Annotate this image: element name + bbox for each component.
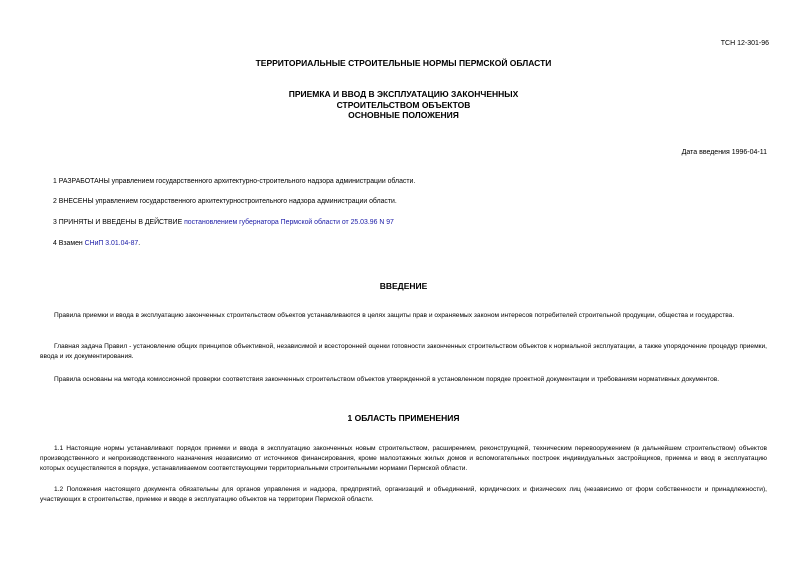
- scope-heading: 1 ОБЛАСТЬ ПРИМЕНЕНИЯ: [347, 413, 460, 423]
- document-code: ТСН 12-301-96: [720, 40, 769, 47]
- snip-link[interactable]: СНиП 3.01.04-87: [84, 240, 139, 247]
- document-title: ТЕРРИТОРИАЛЬНЫЕ СТРОИТЕЛЬНЫЕ НОРМЫ ПЕРМСКОЙ ОБЛАСТИ: [255, 58, 552, 68]
- item-adopted: [53, 219, 394, 226]
- subtitle-line: СТРОИТЕЛЬСТВОМ ОБЪЕКТОВ: [336, 99, 471, 110]
- intro-paragraph: Главная задача Правил - установление общих принципов объективной, независимой и всесторонней оценки готовности законченных строительством объектов к нормальной эксплуатации, а также упорядочение процедур приемки, ввода и их документирования.: [40, 343, 767, 360]
- item-developed: 1 РАЗРАБОТАНЫ управлением государственного архитектурно-строительного надзора администрации области.: [53, 178, 416, 185]
- intro-paragraph: Правила приемки и ввода в эксплуатацию законченных строительством объектов устанавливаются в целях защиты прав и охраняемых законом интересов потребителей строительной продукции, общества и государства.: [54, 312, 735, 319]
- item-replaces-suffix: .: [138, 240, 141, 247]
- decree-link[interactable]: постановлением губернатора Пермской области от 25.03.96 N 97: [184, 219, 394, 226]
- introduction-heading: ВВЕДЕНИЕ: [379, 281, 428, 291]
- subtitle-line: ОСНОВНЫЕ ПОЛОЖЕНИЯ: [348, 110, 459, 120]
- document-subtitle: [0, 89, 807, 121]
- scope-paragraph: 1.1 Настоящие нормы устанавливают порядок приемки и ввода в эксплуатацию законченных новым строительством, расширением, реконструкцией, техническим перевооружением (в дальнейшем строительством) объектов производственного и непроизводственного назначения независимо от источников финансирования, кроме малоэтажных жилых домов и вспомогательных построек индивидуальных застройщиков, приемка и ввод в эксплуатацию которых осуществляется в порядке, устанавливаемом соответствующими территориальными строительными нормами Пермской области.: [40, 445, 767, 472]
- item-replaces: [53, 240, 140, 247]
- intro-paragraph: Правила основаны на метода комиссионной проверки соответствия законченных строительством объектов утвержденной в установленном порядке проектной документации и требованиям нормативных документов.: [54, 376, 720, 383]
- item-adopted-label: 3 ПРИНЯТЫ И ВВЕДЕНЫ В ДЕЙСТВИЕ: [53, 219, 185, 226]
- item-submitted: 2 ВНЕСЕНЫ управлением государственного архитектурностроительного надзора администрации области.: [53, 198, 397, 205]
- scope-paragraph: 1.2 Положения настоящего документа обязательны для органов управления и надзора, предприятий, организаций и объединений, юридических и физических лиц (независимо от форм собственности и принадлежности), участвующих в строительстве, приемке и вводе в эксплуатацию объектов на территории Пермской области.: [40, 486, 767, 503]
- subtitle-line: ПРИЕМКА И ВВОД В ЭКСПЛУАТАЦИЮ ЗАКОНЧЕННЫХ: [288, 89, 519, 99]
- item-replaces-label: 4 Взамен: [53, 240, 85, 247]
- introduction-date: Дата введения 1996-04-11: [681, 149, 767, 156]
